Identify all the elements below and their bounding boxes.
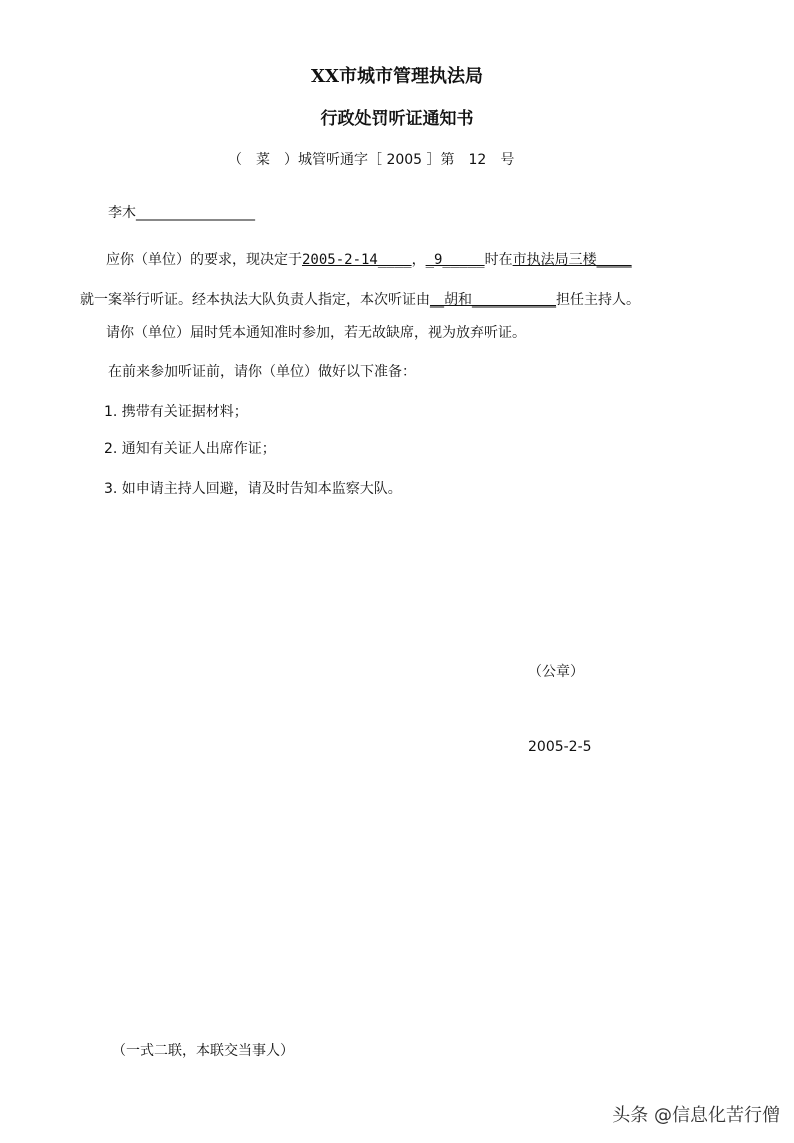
issue-date: 2005-2-5 (528, 739, 592, 755)
hearing-place: 市执法局三楼_____ (512, 252, 632, 268)
line2-prefix: 就一案举行听证。经本执法大队负责人指定，本次听证由 (80, 292, 430, 308)
document-number: （ 菜 ）城管听通字［ 2005 ］第 12 号 (228, 152, 515, 168)
watermark: 头条 @信息化苦行僧 (612, 1105, 780, 1126)
footer-note: （一式二联，本联交当事人） (112, 1043, 294, 1059)
prep-item-2: 2. 通知有关证人出席作证； (104, 441, 276, 457)
prep-item-1: 1. 携带有关证据材料； (104, 404, 248, 420)
body-line-3: 请你（单位）届时凭本通知准时参加，若无故缺席，视为放弃听证。 (106, 325, 526, 341)
line2-suffix: 担任主持人。 (556, 292, 640, 308)
body-line-1 (106, 249, 632, 269)
addressee: 李木_________________ (108, 205, 255, 221)
line1-comma: ， (411, 252, 426, 268)
hour-suffix: 时在 (484, 252, 513, 268)
hearing-hour: _9_____ (425, 252, 485, 268)
body-line-2 (80, 289, 640, 309)
prep-item-3: 3. 如申请主持人回避，请及时告知本监察大队。 (104, 481, 402, 497)
line1-prefix: 应你（单位）的要求，现决定于 (106, 252, 302, 268)
official-seal-label: （公章） (528, 664, 584, 680)
org-title: XX市城市管理执法局 (311, 66, 483, 87)
hearing-date: 2005-2-14____ (302, 252, 412, 268)
document-title: 行政处罚听证通知书 (320, 109, 474, 129)
hearing-host: __胡和____________ (430, 292, 556, 308)
body-line-4: 在前来参加听证前，请你（单位）做好以下准备： (108, 364, 416, 380)
